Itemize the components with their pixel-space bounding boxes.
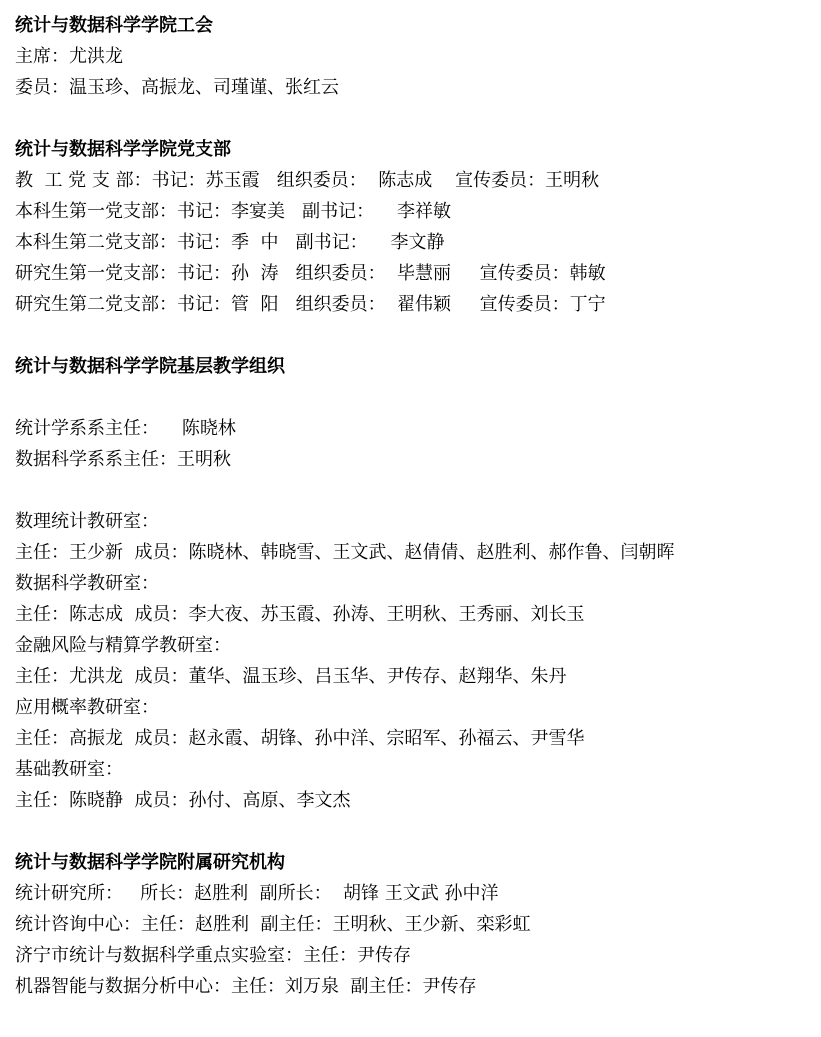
union-members: 委员：温玉珍、高振龙、司瑾谨、张红云: [15, 77, 339, 98]
union-heading: 统计与数据科学学院工会: [15, 15, 213, 36]
institute-item: 济宁市统计与数据科学重点实验室：主任：尹传存: [15, 945, 411, 966]
section-gap: [15, 816, 815, 847]
lab-staff: 主任：尤洪龙 成员：董华、温玉珍、吕玉华、尹传存、赵翔华、朱丹: [15, 666, 567, 687]
party-branch-undergrad-1: 本科生第一党支部：书记：李宴美 副书记： 李祥敏: [15, 201, 452, 222]
section-gap: [15, 475, 815, 506]
lab-staff: 主任：王少新 成员：陈晓林、韩晓雪、王文武、赵倩倩、赵胜利、郝作鲁、闫朝晖: [15, 542, 675, 563]
section-gap: [15, 382, 815, 413]
lab-name: 数据科学教研室：: [15, 573, 159, 594]
lab-staff: 主任：高振龙 成员：赵永霞、胡锋、孙中洋、宗昭军、孙福云、尹雪华: [15, 728, 585, 749]
union-chair: 主席：尤洪龙: [15, 46, 123, 67]
department-statistics: 统计学系系主任： 陈晓林: [15, 418, 236, 439]
lab-staff: 主任：陈志成 成员：李大夜、苏玉霞、孙涛、王明秋、王秀丽、刘长玉: [15, 604, 585, 625]
party-branch-grad-1: 研究生第一党支部：书记：孙 涛 组织委员： 毕慧丽 宣传委员：韩敏: [15, 263, 606, 284]
lab-name: 数理统计教研室：: [15, 511, 159, 532]
section-gap: [15, 103, 815, 134]
institutes-heading: 统计与数据科学学院附属研究机构: [15, 852, 285, 873]
institute-item: 统计研究所： 所长：赵胜利 副所长： 胡锋 王文武 孙中洋: [15, 883, 499, 904]
lab-name: 应用概率教研室：: [15, 697, 159, 718]
party-branch-undergrad-2: 本科生第二党支部：书记：季 中 副书记： 李文静: [15, 232, 445, 253]
institute-item: 机器智能与数据分析中心：主任：刘万泉 副主任：尹传存: [15, 976, 477, 997]
lab-name: 金融风险与精算学教研室：: [15, 635, 231, 656]
institute-item: 统计咨询中心：主任：赵胜利 副主任：王明秋、王少新、栾彩虹: [15, 914, 531, 935]
party-branch-grad-2: 研究生第二党支部：书记：管 阳 组织委员： 翟伟颖 宣传委员：丁宁: [15, 294, 606, 315]
lab-staff: 主任：陈晓静 成员：孙付、高原、李文杰: [15, 790, 351, 811]
teaching-heading: 统计与数据科学学院基层教学组织: [15, 356, 285, 377]
document-body: [15, 10, 815, 1002]
lab-name: 基础教研室：: [15, 759, 123, 780]
party-heading: 统计与数据科学学院党支部: [15, 139, 231, 160]
section-gap: [15, 320, 815, 351]
party-branch-faculty: 教 工 党 支 部：书记：苏玉霞 组织委员： 陈志成 宣传委员：王明秋: [15, 170, 600, 191]
department-data-science: 数据科学系系主任：王明秋: [15, 449, 231, 470]
